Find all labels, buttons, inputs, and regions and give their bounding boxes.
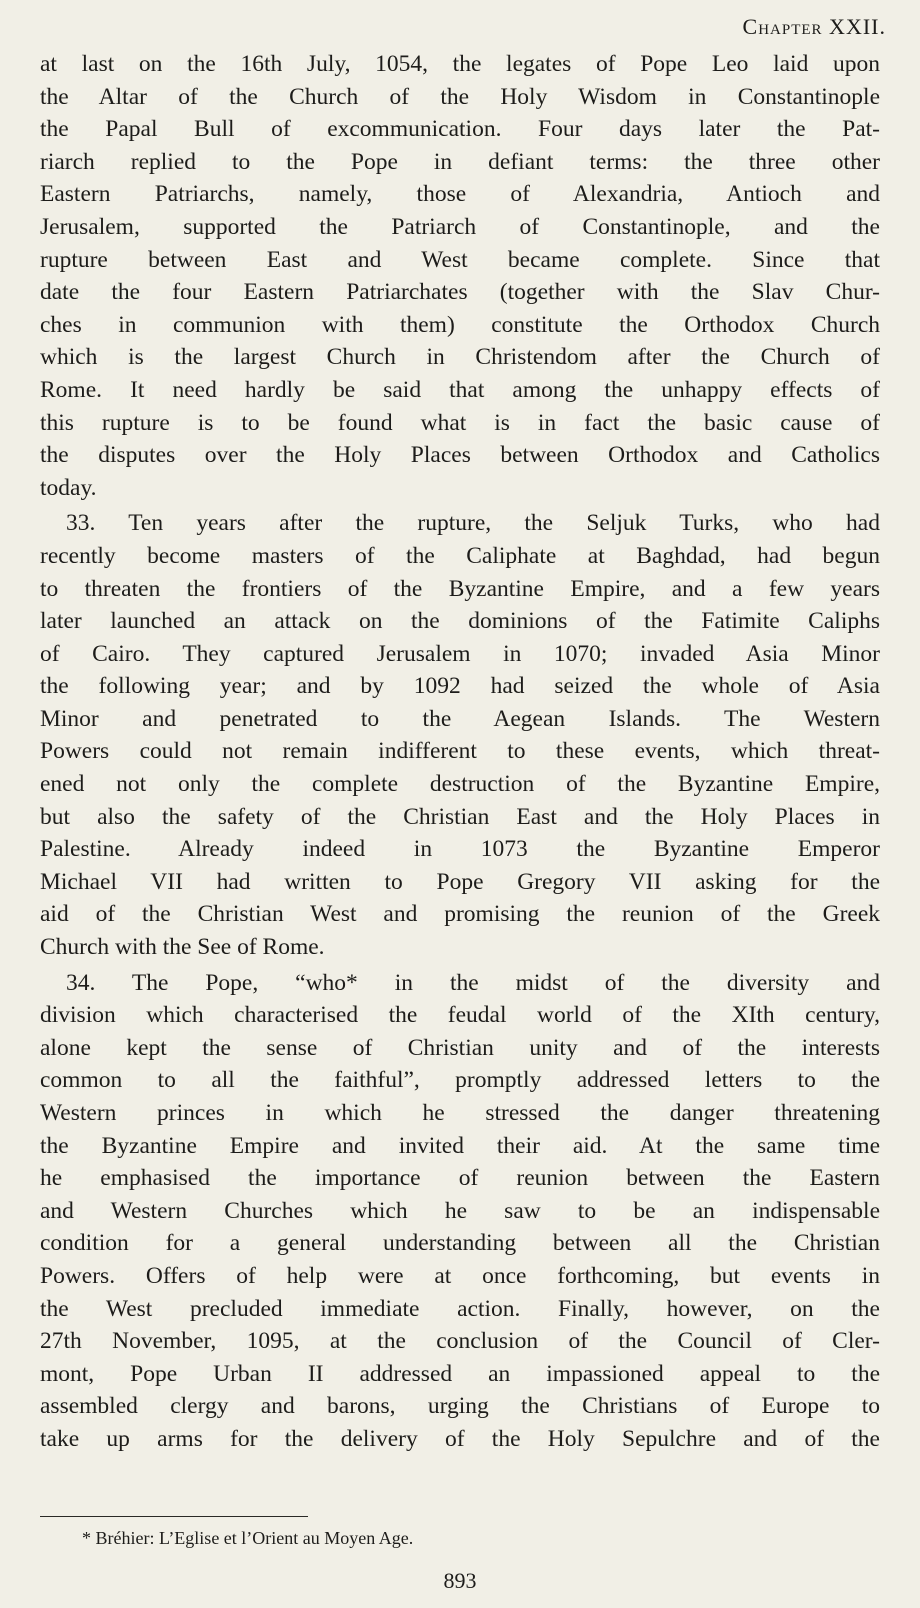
paragraph-33-start: 33. Ten years after the rupture, the Seljuk Turks, who had bbox=[66, 510, 880, 537]
text-line: later launched an attack on the dominions of the Fatimite Caliphs bbox=[40, 608, 880, 635]
text-line: the Altar of the Church of the Holy Wisdom in Constantinople bbox=[40, 83, 880, 110]
text-line: the Byzantine Empire and invited their aid. At the same time bbox=[40, 1132, 880, 1159]
text-line: alone kept the sense of Christian unity and of the interests bbox=[40, 1034, 880, 1061]
text-line: Minor and penetrated to the Aegean Islands. The Western bbox=[40, 705, 880, 732]
text-line: today. bbox=[40, 474, 97, 501]
text-line: Powers. Offers of help were at once forthcoming, but events in bbox=[40, 1262, 880, 1289]
text-line: rupture between East and West became complete. Since that bbox=[40, 246, 880, 273]
footnote: * Bréhier: L’Eglise et l’Orient au Moyen Age. bbox=[82, 1528, 414, 1548]
text-line: the disputes over the Holy Places between Orthodox and Catholics bbox=[40, 442, 880, 469]
text-line: ches in communion with them) constitute the Orthodox Church bbox=[40, 311, 880, 338]
footnote-divider bbox=[40, 1516, 308, 1517]
page-number: 893 bbox=[443, 1568, 477, 1593]
text-line: but also the safety of the Christian East and the Holy Places in bbox=[40, 803, 880, 830]
text-line: aid of the Christian West and promising the reunion of the Greek bbox=[40, 901, 880, 928]
text-line: Eastern Patriarchs, namely, those of Alexandria, Antioch and bbox=[40, 181, 880, 208]
paragraph-34-start: 34. The Pope, “who* in the midst of the diversity and bbox=[66, 969, 880, 996]
text-line: Palestine. Already indeed in 1073 the Byzantine Emperor bbox=[40, 836, 880, 863]
text-line: common to all the faithful”, promptly addressed letters to the bbox=[40, 1067, 880, 1094]
body-text bbox=[40, 48, 880, 1456]
text-line: ened not only the complete destruction of the Byzantine Empire, bbox=[40, 771, 880, 798]
text-line: Powers could not remain indifferent to these events, which threat- bbox=[40, 738, 880, 765]
text-line: 27th November, 1095, at the conclusion of the Council of Cler- bbox=[40, 1328, 880, 1355]
running-head: Chapter XXII. bbox=[742, 14, 886, 39]
text-line: Rome. It need hardly be said that among the unhappy effects of bbox=[40, 376, 880, 403]
text-line: to threaten the frontiers of the Byzantine Empire, and a few years bbox=[40, 575, 880, 602]
text-line: and Western Churches which he saw to be an indispensable bbox=[40, 1197, 880, 1224]
text-line: at last on the 16th July, 1054, the legates of Pope Leo laid upon bbox=[40, 51, 880, 77]
text-line: of Cairo. They captured Jerusalem in 1070; invaded Asia Minor bbox=[40, 640, 880, 667]
text-line: the following year; and by 1092 had seized the whole of Asia bbox=[40, 673, 880, 700]
text-line: Jerusalem, supported the Patriarch of Constantinople, and the bbox=[40, 213, 880, 240]
text-line: condition for a general understanding between all the Christian bbox=[40, 1230, 880, 1257]
text-line: Michael VII had written to Pope Gregory VII asking for the bbox=[40, 868, 880, 895]
text-line: which is the largest Church in Christendom after the Church of bbox=[40, 344, 880, 371]
text-line: Church with the See of Rome. bbox=[40, 934, 325, 961]
text-line: the Papal Bull of excommunication. Four days later the Pat- bbox=[40, 116, 880, 143]
text-line: mont, Pope Urban II addressed an impassioned appeal to the bbox=[40, 1360, 880, 1387]
text-line: assembled clergy and barons, urging the Christians of Europe to bbox=[40, 1393, 880, 1420]
text-line: take up arms for the delivery of the Holy Sepulchre and of the bbox=[40, 1425, 880, 1452]
text-line: recently become masters of the Caliphate at Baghdad, had begun bbox=[40, 542, 880, 569]
text-line: division which characterised the feudal world of the XIth century, bbox=[40, 1002, 880, 1029]
text-line: he emphasised the importance of reunion between the Eastern bbox=[40, 1165, 880, 1192]
text-line: the West precluded immediate action. Finally, however, on the bbox=[40, 1295, 880, 1322]
text-line: this rupture is to be found what is in fact the basic cause of bbox=[40, 409, 880, 436]
text-line: date the four Eastern Patriarchates (together with the Slav Chur- bbox=[40, 279, 880, 306]
text-line: riarch replied to the Pope in defiant terms: the three other bbox=[40, 148, 880, 175]
text-line: Western princes in which he stressed the danger threatening bbox=[40, 1100, 880, 1126]
